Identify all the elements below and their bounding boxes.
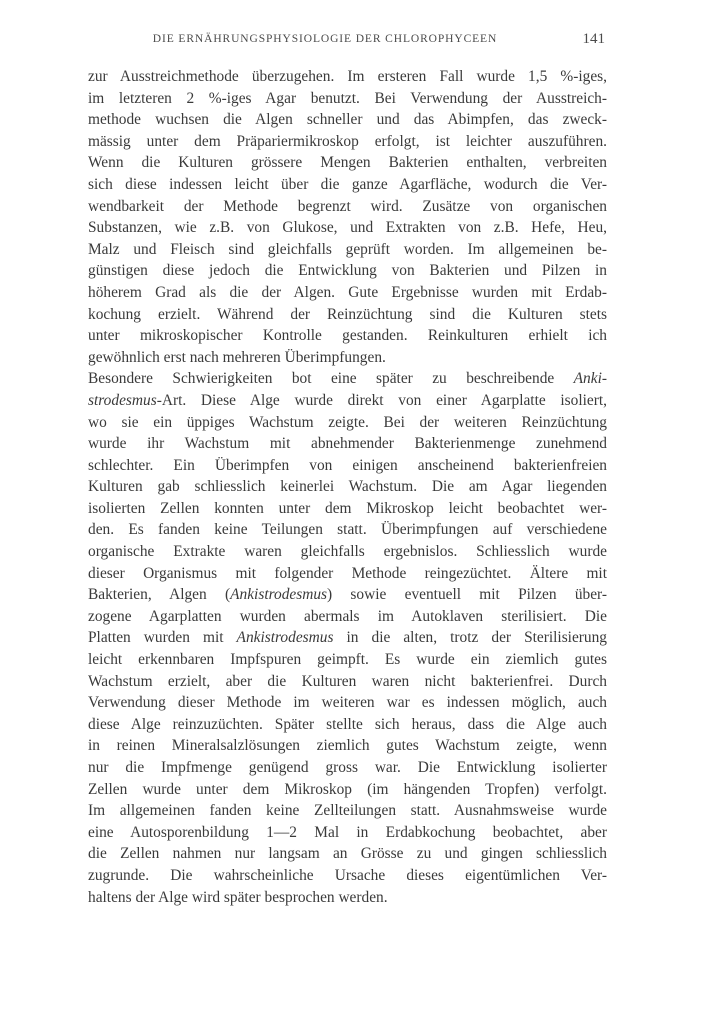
text-line bbox=[88, 455, 607, 477]
text-line bbox=[88, 541, 607, 563]
text-segment: diese Alge reinzuzüchten. Später stellte sich heraus, dass die Alge auch bbox=[88, 715, 607, 733]
text-line bbox=[88, 627, 607, 649]
text-segment: Platten wurden mit bbox=[88, 629, 237, 647]
text-segment: sich diese indessen leicht über die ganze Agarfläche, wodurch die Ver- bbox=[88, 175, 607, 193]
text-line bbox=[88, 800, 607, 822]
text-segment: organische Extrakte waren gleichfalls ergebnislos. Schliesslich wurde bbox=[88, 543, 607, 561]
italic-segment: strodesmus bbox=[88, 391, 157, 409]
text-line bbox=[88, 282, 607, 304]
text-segment: zogene Agarplatten wurden abermals im Autoklaven sterilisiert. Die bbox=[88, 607, 607, 625]
text-segment: höherem Grad als die der Algen. Gute Ergebnisse wurden mit Erdab- bbox=[88, 283, 607, 301]
text-line bbox=[88, 649, 607, 671]
text-line bbox=[88, 887, 607, 909]
text-segment: wo sie ein üppiges Wachstum zeigte. Bei der weiteren Reinzüchtung bbox=[88, 413, 607, 431]
text-segment: kochung erzielt. Während der Reinzüchtung sind die Kulturen stets bbox=[88, 305, 607, 323]
text-line bbox=[88, 498, 607, 520]
text-segment: im letzteren 2 %-iges Agar benutzt. Bei Verwendung der Ausstreich- bbox=[88, 89, 607, 107]
text-segment: in die alten, trotz der Sterilisierung bbox=[333, 629, 607, 647]
paragraph bbox=[88, 368, 607, 908]
text-line bbox=[88, 304, 607, 326]
text-line bbox=[88, 325, 607, 347]
text-line bbox=[88, 606, 607, 628]
text-line bbox=[88, 476, 607, 498]
text-segment: den. Es fanden keine Teilungen statt. Überimpfungen auf verschiedene bbox=[88, 521, 607, 539]
text-line bbox=[88, 822, 607, 844]
running-head: DIE ERNÄHRUNGSPHYSIOLOGIE DER CHLOROPHYCEEN bbox=[152, 33, 498, 45]
text-segment: dieser Organismus mit folgender Methode reingezüchtet. Ältere mit bbox=[88, 564, 607, 582]
text-line bbox=[88, 519, 607, 541]
text-segment: eine Autosporenbildung 1—2 Mal in Erdabkochung beobachtet, aber bbox=[88, 823, 607, 841]
text-line bbox=[88, 66, 607, 88]
text-line bbox=[88, 865, 607, 887]
text-segment: ) sowie eventuell mit Pilzen über- bbox=[327, 586, 607, 604]
text-line bbox=[88, 109, 607, 131]
text-segment: haltens der Alge wird später besprochen werden. bbox=[88, 888, 388, 906]
text-line bbox=[88, 88, 607, 110]
text-line bbox=[88, 174, 607, 196]
text-line bbox=[88, 714, 607, 736]
italic-segment: Ankistrodesmus bbox=[236, 629, 334, 647]
text-segment: mässig unter dem Präpariermikroskop erfolgt, ist leichter auszuführen. bbox=[88, 132, 607, 150]
text-segment: gewöhnlich erst nach mehreren Überimpfungen. bbox=[88, 348, 386, 366]
text-segment: unter mikroskopischer Kontrolle gestanden. Reinkulturen erhielt ich bbox=[88, 327, 607, 345]
text-segment: isolierten Zellen konnten unter dem Mikroskop leicht beobachtet wer- bbox=[88, 499, 607, 517]
text-segment: Besondere Schwierigkeiten bot eine später zu beschreibende bbox=[88, 370, 574, 388]
text-segment: Wachstum erzielt, aber die Kulturen waren nicht bakterienfrei. Durch bbox=[88, 672, 607, 690]
text-segment: Substanzen, wie z.B. von Glukose, und Extrakten von z.B. Hefe, Heu, bbox=[88, 219, 607, 237]
text-segment: zur Ausstreichmethode überzugehen. Im ersteren Fall wurde 1,5 %-iges, bbox=[88, 68, 607, 85]
text-line bbox=[88, 239, 607, 261]
text-line bbox=[88, 152, 607, 174]
text-line bbox=[88, 347, 607, 369]
text-segment: methode wuchsen die Algen schneller und das Abimpfen, das zweck- bbox=[88, 111, 607, 129]
text-segment: Malz und Fleisch sind gleichfalls geprüft worden. Im allgemeinen be- bbox=[88, 240, 607, 258]
text-segment: zugrunde. Die wahrscheinliche Ursache dieses eigentümlichen Ver- bbox=[88, 866, 607, 884]
text-line bbox=[88, 368, 607, 390]
text-segment: günstigen diese jedoch die Entwicklung von Bakterien und Pilzen in bbox=[88, 262, 607, 280]
text-line bbox=[88, 412, 607, 434]
text-line bbox=[88, 260, 607, 282]
text-segment: Verwendung dieser Methode im weiteren war es indessen möglich, auch bbox=[88, 694, 607, 712]
text-segment: leicht erkennbaren Impfspuren geimpft. Es wurde ein ziemlich gutes bbox=[88, 651, 607, 669]
text-segment: Im allgemeinen fanden keine Zellteilungen statt. Ausnahmsweise wurde bbox=[88, 802, 607, 820]
text-segment: Kulturen gab schliesslich keinerlei Wachstum. Die am Agar liegenden bbox=[88, 478, 607, 496]
text-segment: in reinen Mineralsalzlösungen ziemlich gutes Wachstum zeigte, wenn bbox=[88, 737, 607, 755]
text-line bbox=[88, 584, 607, 606]
text-segment: -Art. Diese Alge wurde direkt von einer Agarplatte isoliert, bbox=[156, 391, 607, 409]
body-text bbox=[88, 66, 607, 908]
text-line bbox=[88, 433, 607, 455]
text-segment: wendbarkeit der Methode begrenzt wird. Zusätze von organischen bbox=[88, 197, 607, 215]
text-line bbox=[88, 692, 607, 714]
text-line bbox=[88, 843, 607, 865]
text-segment: die Zellen nahmen nur langsam an Grösse zu und gingen schliesslich bbox=[88, 845, 607, 863]
paragraph bbox=[88, 66, 607, 368]
text-line bbox=[88, 735, 607, 757]
text-segment: Zellen wurde unter dem Mikroskop (im hängenden Tropfen) verfolgt. bbox=[88, 780, 607, 798]
text-line bbox=[88, 671, 607, 693]
text-segment: wurde ihr Wachstum mit abnehmender Bakterienmenge zunehmend bbox=[88, 435, 607, 453]
text-segment: Bakterien, Algen ( bbox=[88, 586, 231, 604]
italic-segment: Ankistrodesmus bbox=[230, 586, 328, 604]
text-line bbox=[88, 757, 607, 779]
text-segment: schlechter. Ein Überimpfen von einigen anscheinend bakterienfreien bbox=[88, 456, 607, 474]
text-line bbox=[88, 563, 607, 585]
italic-segment: Anki- bbox=[573, 370, 607, 388]
text-line bbox=[88, 131, 607, 153]
text-line bbox=[88, 217, 607, 239]
text-segment: Wenn die Kulturen grössere Mengen Bakterien enthalten, verbreiten bbox=[88, 154, 607, 172]
text-line bbox=[88, 390, 607, 412]
text-line bbox=[88, 196, 607, 218]
page-number: 141 bbox=[582, 31, 605, 47]
text-line bbox=[88, 779, 607, 801]
text-segment: nur die Impfmenge genügend gross war. Die Entwicklung isolierter bbox=[88, 759, 607, 776]
